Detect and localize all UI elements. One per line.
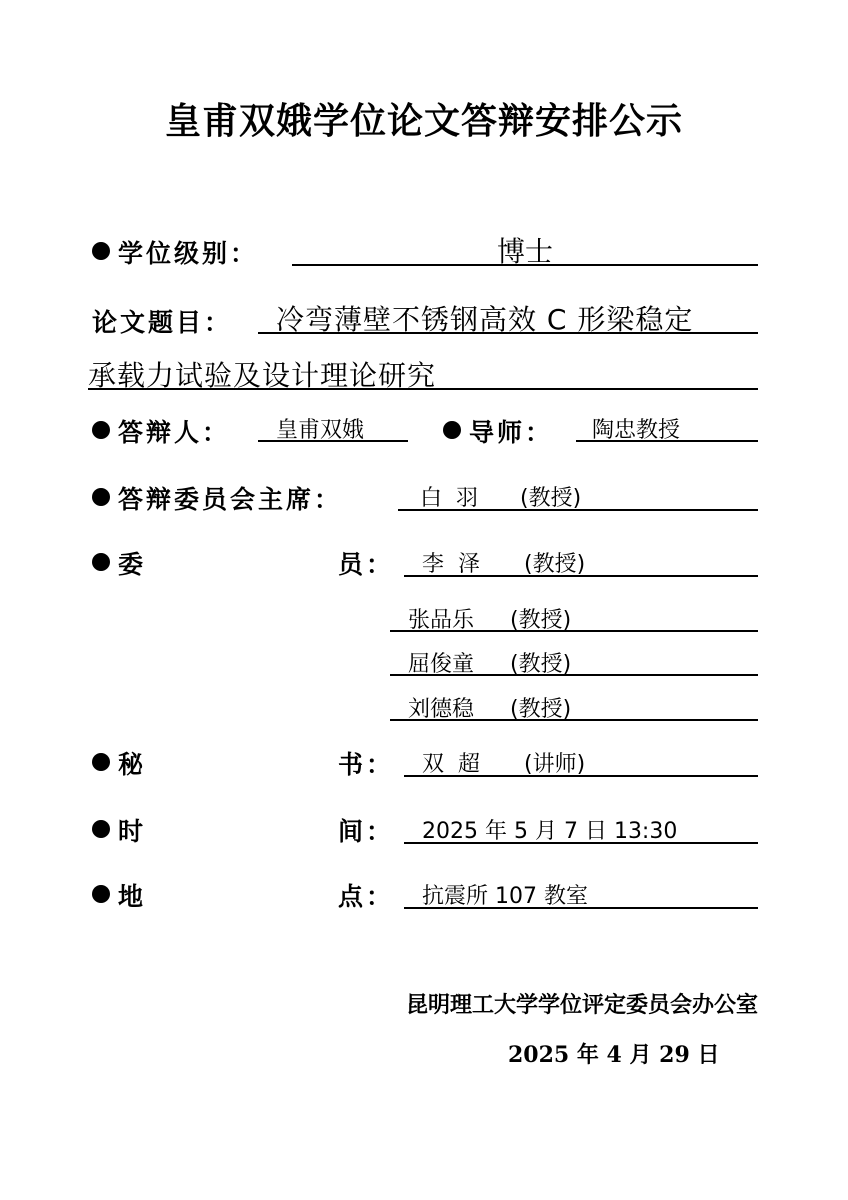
bullet-icon	[92, 421, 110, 439]
time-value: 2025 年 5 月 7 日 13:30	[422, 819, 678, 844]
secretary-label: 秘	[92, 745, 146, 781]
secretary-name: 双 超	[422, 752, 480, 777]
secretary-label-right: 书：	[338, 750, 395, 779]
member-title: (教授)	[510, 697, 572, 722]
bullet-icon	[92, 820, 110, 838]
page-title: 皇甫双娥学位论文答辩安排公示	[164, 101, 683, 142]
bullet-icon	[92, 885, 110, 903]
member-name: 李 泽	[422, 552, 480, 577]
chair-label: 答辩委员会主席：	[92, 480, 342, 516]
degree-label: 学位级别：	[92, 234, 258, 270]
thesis-label: 论文题目：	[92, 308, 233, 337]
issuer: 昆明理工大学学位评定委员会办公室	[405, 992, 758, 1018]
bullet-icon	[92, 488, 110, 506]
advisor-label: 导师：	[443, 413, 553, 449]
place-label: 地	[92, 877, 146, 913]
bullet-icon	[92, 753, 110, 771]
member-name: 屈俊童	[408, 652, 475, 677]
place-label-right: 点：	[338, 882, 395, 911]
candidate-value: 皇甫双娥	[276, 418, 365, 443]
members-label: 委	[92, 545, 146, 581]
member-title: (教授)	[510, 652, 572, 677]
members-label-right: 员：	[338, 550, 395, 579]
issue-date: 2025 年 4 月 29 日	[508, 1042, 720, 1068]
member-title: (教授)	[524, 552, 586, 577]
degree-value: 博士	[496, 235, 553, 268]
place-value: 抗震所 107 教室	[422, 884, 588, 909]
time-label-right: 间：	[338, 817, 395, 846]
secretary-title: (讲师)	[524, 752, 586, 777]
bullet-icon	[92, 553, 110, 571]
member-name: 刘德稳	[408, 697, 475, 722]
thesis-title-line2: 承载力试验及设计理论研究	[88, 359, 437, 392]
thesis-title-line1: 冷弯薄壁不锈钢高效 C 形梁稳定	[276, 303, 694, 336]
member-name: 张品乐	[408, 608, 475, 633]
member-title: (教授)	[510, 608, 572, 633]
bullet-icon	[443, 421, 461, 439]
advisor-value: 陶忠教授	[592, 418, 681, 443]
time-label: 时	[92, 812, 146, 848]
chair-title: (教授)	[520, 486, 582, 511]
chair-name: 白 羽	[420, 486, 478, 511]
bullet-icon	[92, 242, 110, 260]
candidate-label: 答辩人：	[92, 413, 230, 449]
